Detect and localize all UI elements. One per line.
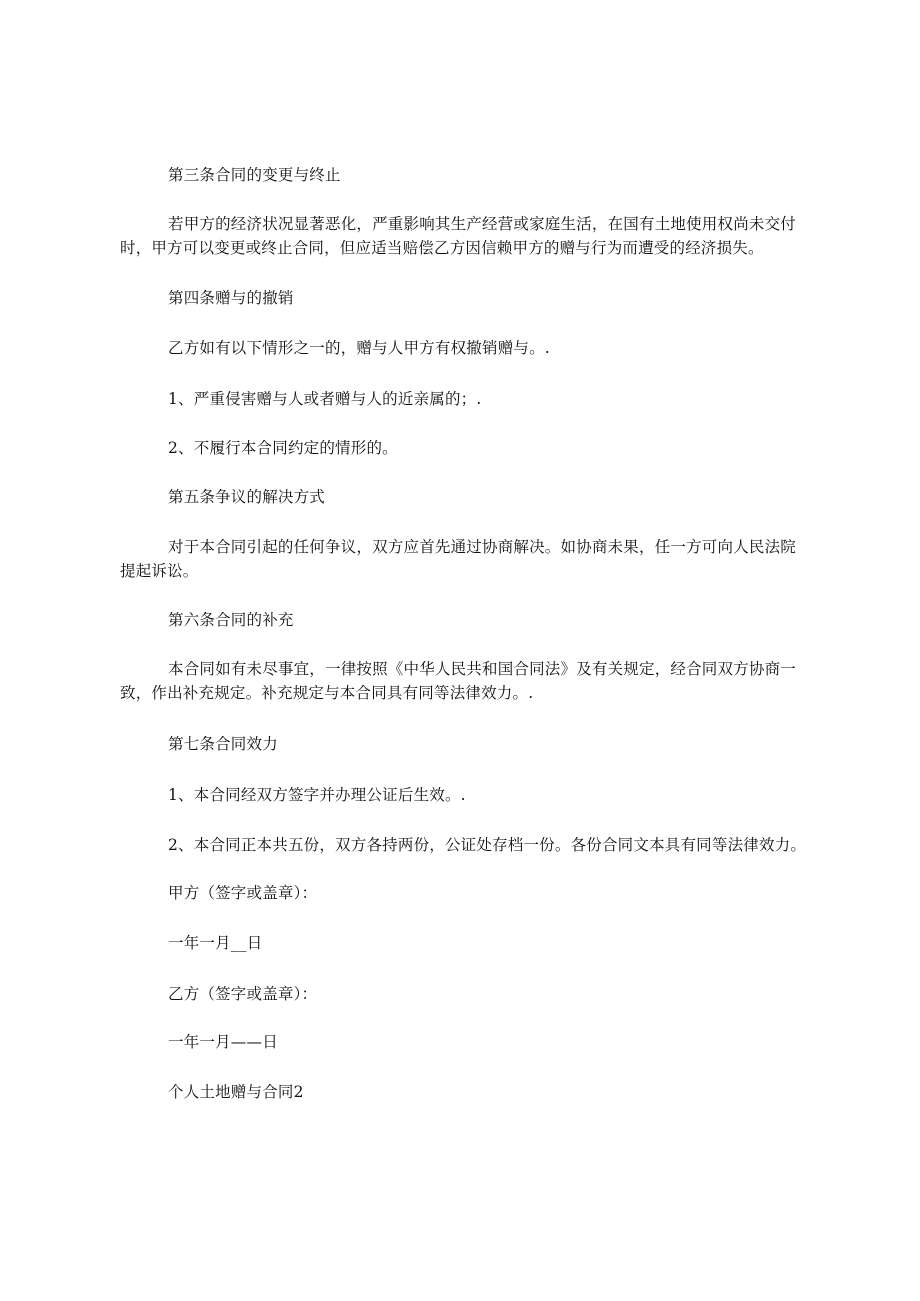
paragraph-revocation-intro: 乙方如有以下情形之一的，赠与人甲方有权撤销赠与。. (168, 339, 550, 357)
party-a-date-line: 一年一月__日 (168, 934, 263, 952)
revocation-item-2: 2、不履行本合同约定的情形的。 (168, 439, 398, 457)
party-a-signature-line: 甲方（签字或盖章）： (168, 884, 318, 902)
section-heading-4: 第四条赠与的撤销 (168, 289, 294, 307)
next-contract-title: 个人土地赠与合同2 (168, 1083, 304, 1101)
section-heading-5: 第五条争议的解决方式 (168, 488, 326, 506)
paragraph-change-termination: 若甲方的经济状况显著恶化，严重影响其生产经营或家庭生活，在国有土地使用权尚未交付时，甲方可以变更或终止合同，但应适当赔偿乙方因信赖甲方的赠与行为而遭受的经济损失。 (120, 215, 797, 257)
section-heading-7: 第七条合同效力 (168, 735, 278, 753)
party-b-signature-line: 乙方（签字或盖章）： (168, 985, 318, 1003)
revocation-item-1: 1、严重侵害赠与人或者赠与人的近亲属的；. (168, 390, 482, 408)
validity-item-1: 1、本合同经双方签字并办理公证后生效。. (168, 786, 466, 804)
section-heading-3: 第三条合同的变更与终止 (168, 166, 341, 184)
paragraph-dispute-resolution: 对于本合同引起的任何争议，双方应首先通过协商解决。如协商未果，任一方可向人民法院提起诉讼。 (120, 538, 797, 580)
paragraph-supplement: 本合同如有未尽事宜，一律按照《中华人民共和国合同法》及有关规定，经合同双方协商一致，作出补充规定。补充规定与本合同具有同等法律效力。. (120, 660, 797, 702)
party-b-date-line: 一年一月——日 (168, 1033, 278, 1051)
validity-item-2: 2、本合同正本共五份，双方各持两份，公证处存档一份。各份合同文本具有同等法律效力。 (168, 836, 807, 854)
section-heading-6: 第六条合同的补充 (168, 611, 294, 629)
